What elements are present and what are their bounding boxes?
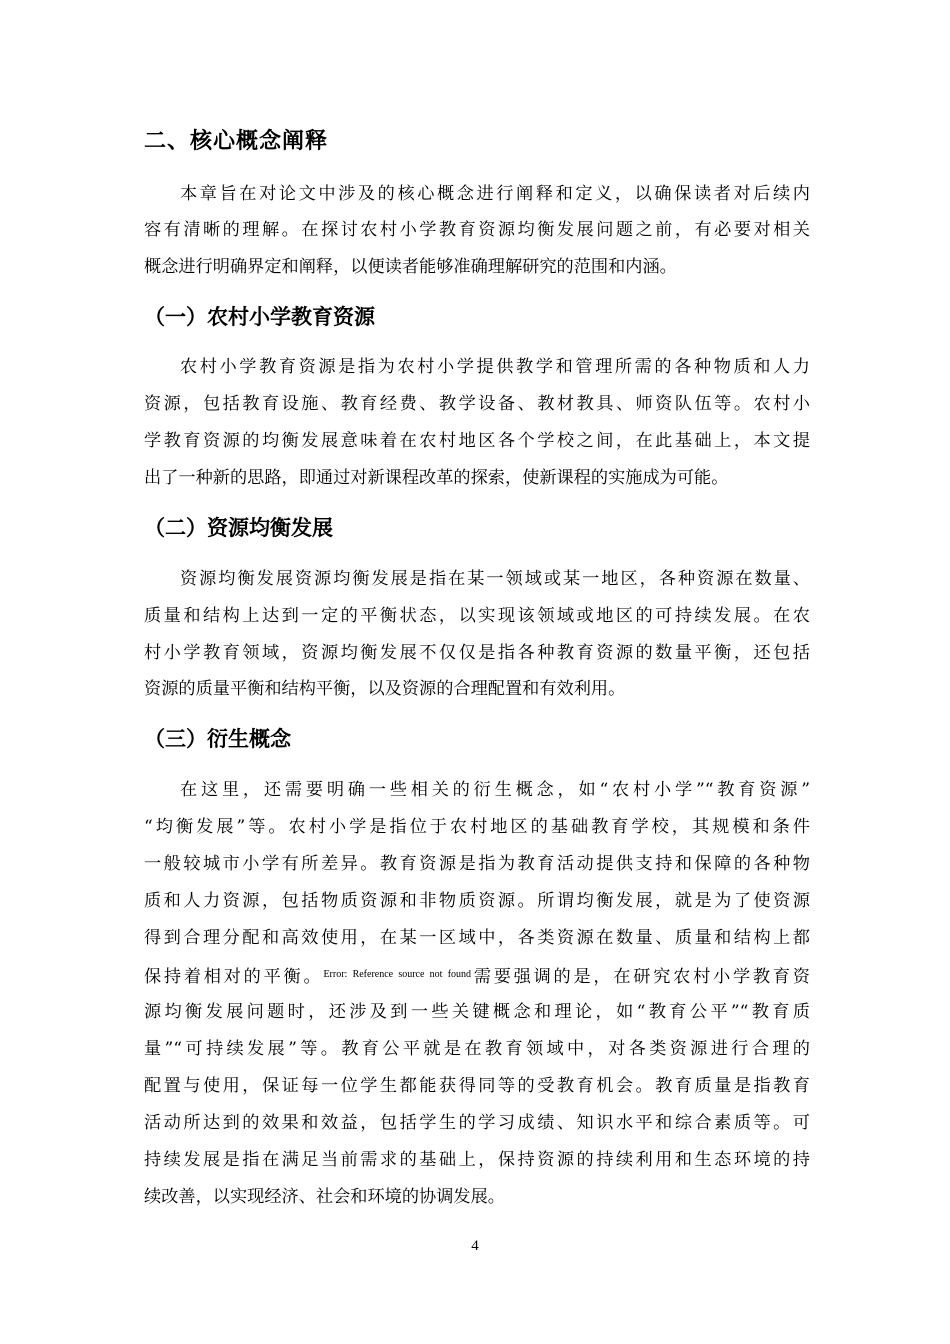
sub3-line: 源均衡发展问题时，还涉及到一些关键概念和理论，如“教育公平”“教育质 (144, 1002, 810, 1022)
sub1-line: 学教育资源的均衡发展意味着在农村地区各个学校之间，在此基础上，本文提 (144, 431, 810, 451)
sub2-line: 村小学教育领域，资源均衡发展不仅仅是指各种教育资源的数量平衡，还包括 (144, 643, 810, 663)
sub1-line: 出了一种新的思路，即通过对新课程改革的探索，使新课程的实施成为可能。 (144, 468, 729, 488)
intro-line: 概念进行明确界定和阐释，以便读者能够准确理解研究的范围和内涵。 (144, 257, 677, 277)
sub3-line: 质和人力资源，包括物质资源和非物质资源。所谓均衡发展，就是为了使资源 (144, 891, 810, 911)
subsection-title-1: （一）农村小学教育资源 (144, 305, 375, 329)
sub2-line: 质量和结构上达到一定的平衡状态，以实现该领域或地区的可持续发展。在农 (144, 606, 810, 626)
subsection-title-2: （二）资源均衡发展 (144, 516, 333, 540)
sub3-line: 持续发展是指在满足当前需求的基础上，保持资源的持续利用和生态环境的持 (144, 1150, 810, 1170)
section-title: 二、核心概念阐释 (144, 129, 329, 154)
sub3-line: 一般较城市小学有所差异。教育资源是指为教育活动提供支持和保障的各种物 (144, 854, 810, 874)
sub2-line: 资源的质量平衡和结构平衡，以及资源的合理配置和有效利用。 (144, 679, 626, 699)
sub3-line: “均衡发展”等。农村小学是指位于农村地区的基础教育学校，其规模和条件 (144, 817, 810, 837)
sub3-line: 在这里，还需要明确一些相关的衍生概念，如“农村小学”“教育资源” (180, 780, 810, 800)
subsection-title-3: （三）衍生概念 (144, 727, 291, 751)
sub1-line: 农村小学教育资源是指为农村小学提供教学和管理所需的各种物质和人力 (180, 357, 810, 377)
sub3-line: 得到合理分配和高效使用，在某一区域中，各类资源在数量、质量和结构上都 (144, 928, 810, 948)
sub1-line: 资源，包括教育设施、教育经费、教学设备、教材教具、师资队伍等。农村小 (144, 394, 810, 414)
ref-line-before: 保持着相对的平衡。 (144, 967, 324, 987)
sub3-line: 配置与使用，保证每一位学生都能获得同等的受教育机会。教育质量是指教育 (144, 1076, 810, 1096)
intro-line: 容有清晰的理解。在探讨农村小学教育资源均衡发展问题之前，有必要对相关 (144, 220, 810, 240)
ref-line-after: 需要强调的是，在研究农村小学教育资 (471, 967, 810, 987)
page-number: 4 (471, 1238, 479, 1254)
intro-line: 本章旨在对论文中涉及的核心概念进行阐释和定义，以确保读者对后续内 (180, 184, 810, 204)
sub2-line: 资源均衡发展资源均衡发展是指在某一领域或某一地区，各种资源在数量、 (180, 569, 810, 589)
sub3-line: 量”“可持续发展”等。教育公平就是在教育领域中，对各类资源进行合理的 (144, 1039, 810, 1059)
reference-error-field: Error: Reference source not found (323, 969, 472, 980)
sub3-line: 续改善，以实现经济、社会和环境的协调发展。 (144, 1187, 505, 1207)
sub3-line-with-reference (144, 957, 810, 993)
sub3-line: 活动所达到的效果和效益，包括学生的学习成绩、知识水平和综合素质等。可 (144, 1113, 810, 1133)
